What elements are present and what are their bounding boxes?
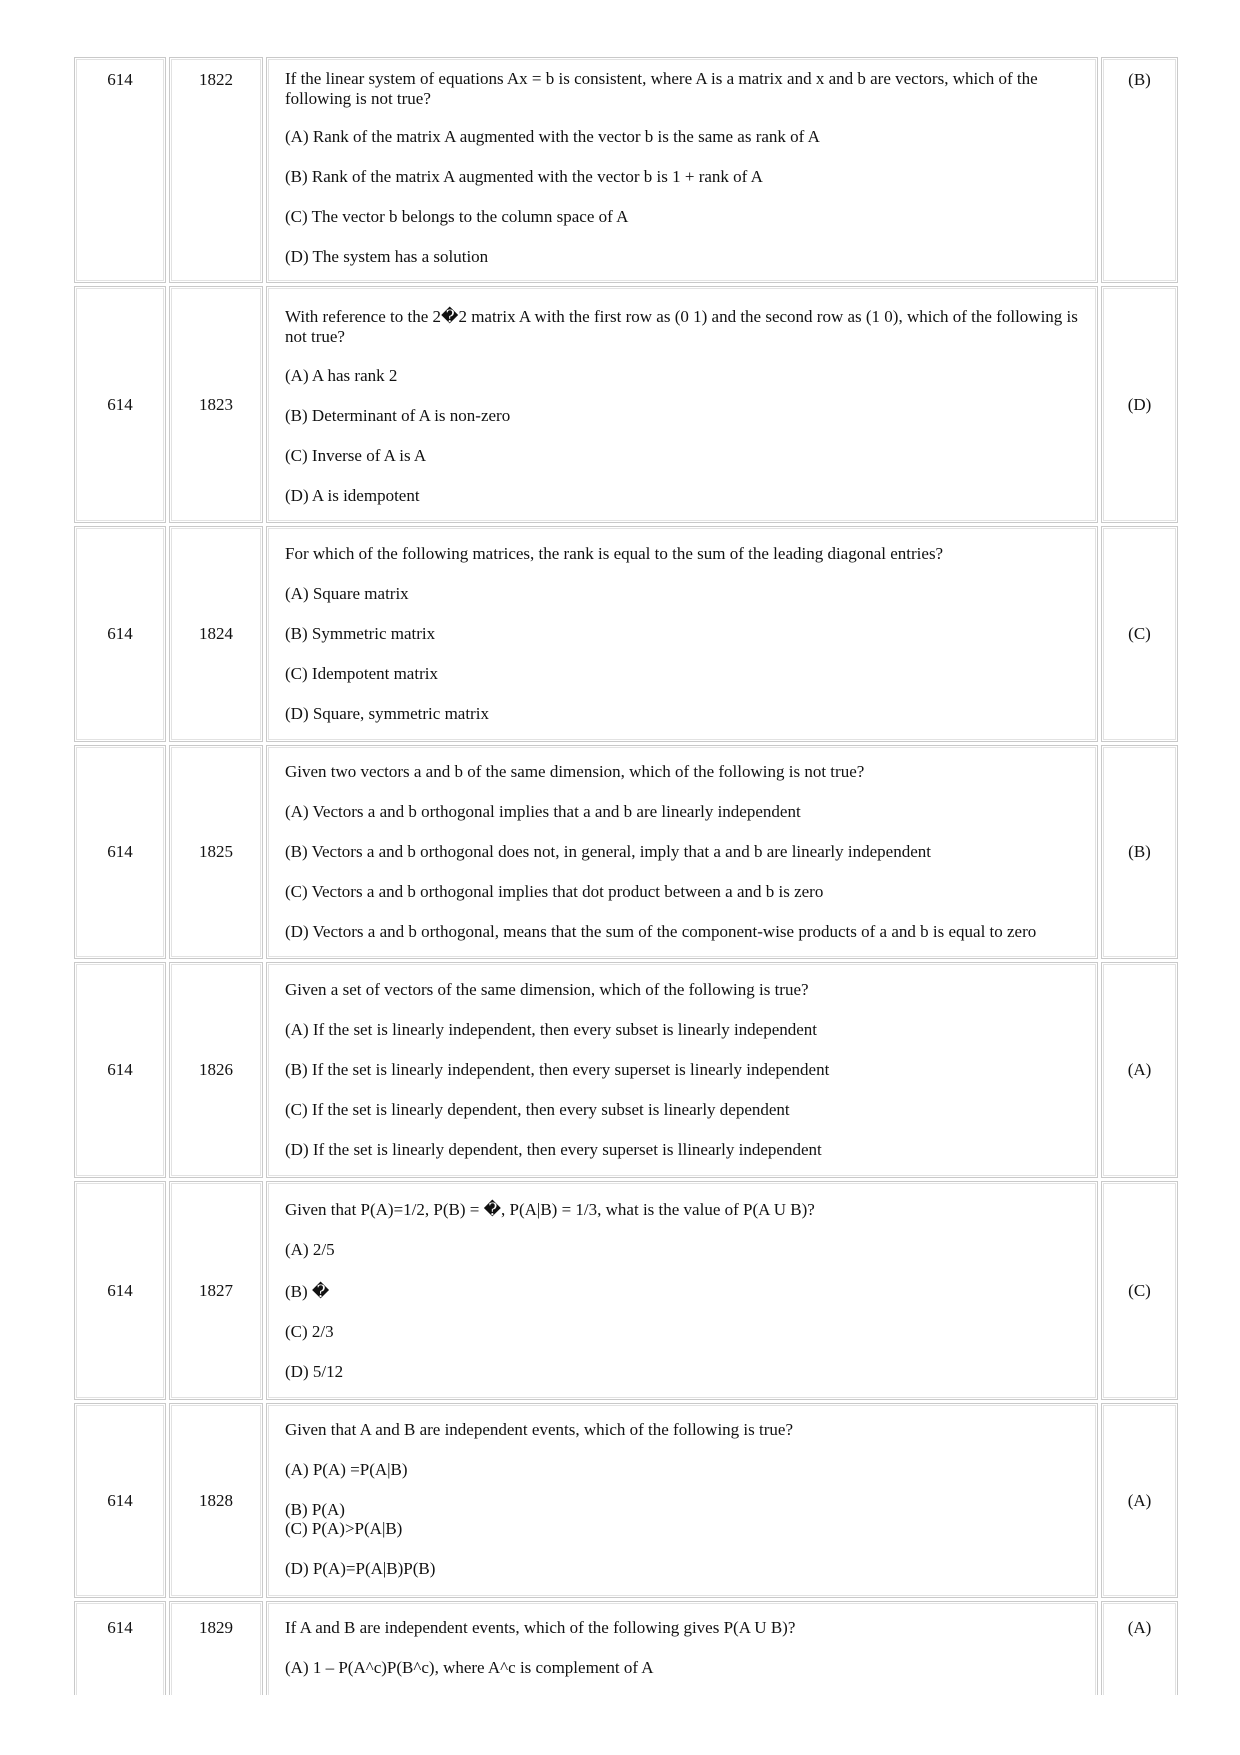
question-id-cell: 1825: [169, 745, 263, 959]
answer-cell: (D): [1101, 286, 1178, 523]
option-a: (A) Rank of the matrix A augmented with the vector b is the same as rank of A: [285, 127, 820, 146]
option-a: (A) Square matrix: [285, 584, 409, 603]
table-row: [74, 526, 1178, 742]
answer-cell: (B): [1101, 745, 1178, 959]
question-text: Given a set of vectors of the same dimension, which of the following is true?: [285, 980, 809, 999]
paper-code-cell: 614: [74, 1181, 166, 1400]
question-text: If the linear system of equations Ax = b is consistent, where A is a matrix and x and b are vectors, which of the following is not true?: [285, 69, 1038, 108]
question-id-cell: 1828: [169, 1403, 263, 1598]
question-id-cell: 1824: [169, 526, 263, 742]
option-a: (A) 1 – P(A^c)P(B^c), where A^c is complement of A: [285, 1658, 654, 1677]
paper-code-cell: 614: [74, 286, 166, 523]
option-b: (B) Symmetric matrix: [285, 624, 436, 643]
option-b: (B) Determinant of A is non-zero: [285, 406, 511, 425]
table-row: [74, 962, 1178, 1178]
option-c: (C) If the set is linearly dependent, then every subset is linearly dependent: [285, 1100, 790, 1119]
option-b: (B) Rank of the matrix A augmented with the vector b is 1 + rank of A: [285, 167, 763, 186]
answer-cell: (C): [1101, 1181, 1178, 1400]
table-row: [74, 286, 1178, 523]
question-text: Given that P(A)=1/2, P(B) = �, P(A|B) = 1/3, what is the value of P(A U B)?: [285, 1200, 815, 1219]
answer-cell: (C): [1101, 526, 1178, 742]
paper-code-cell: 614: [74, 1601, 166, 1755]
question-id-cell: 1823: [169, 286, 263, 523]
table-row: [74, 745, 1178, 959]
question-cell: [266, 1403, 1098, 1598]
paper-code-cell: 614: [74, 526, 166, 742]
answer-cell: (A): [1101, 962, 1178, 1178]
option-b: (B) P(A): [285, 1500, 345, 1519]
paper-code-cell: 614: [74, 1403, 166, 1598]
option-c: (C) The vector b belongs to the column space of A: [285, 207, 629, 226]
table-row: [74, 57, 1178, 283]
question-text: For which of the following matrices, the rank is equal to the sum of the leading diagonal entries?: [285, 544, 944, 563]
option-c: (C) P(A)>P(A|B): [285, 1519, 403, 1538]
question-id-cell: 1826: [169, 962, 263, 1178]
option-c: (C) Idempotent matrix: [285, 664, 438, 683]
option-d: (D) 5/12: [285, 1362, 344, 1381]
option-d: (D) Square, symmetric matrix: [285, 704, 489, 723]
question-cell: [266, 526, 1098, 742]
option-b: (B) If the set is linearly independent, then every superset is linearly independent: [285, 1060, 830, 1079]
option-d: (D) The system has a solution: [285, 247, 489, 266]
option-a: (A) A has rank 2: [285, 366, 398, 385]
option-d: (D) Vectors a and b orthogonal, means that the sum of the component-wise products of a and b is equal to zero: [285, 922, 1037, 941]
option-d: (D) P(A)=P(A|B)P(B): [285, 1559, 436, 1578]
question-text: If A and B are independent events, which of the following gives P(A U B)?: [285, 1618, 796, 1637]
answer-cell: (A): [1101, 1601, 1178, 1755]
option-a: (A) Vectors a and b orthogonal implies that a and b are linearly independent: [285, 802, 801, 821]
paper-code-cell: 614: [74, 57, 166, 283]
question-cell: [266, 1181, 1098, 1400]
question-text: With reference to the 2�2 matrix A with the first row as (0 1) and the second row as (1 0), which of the following is not true?: [285, 307, 1078, 346]
question-cell: [266, 962, 1098, 1178]
answer-cell: (B): [1101, 57, 1178, 283]
table-row: [74, 1181, 1178, 1400]
question-id-cell: 1829: [169, 1601, 263, 1755]
paper-code-cell: 614: [74, 962, 166, 1178]
question-text: Given two vectors a and b of the same dimension, which of the following is not true?: [285, 762, 865, 781]
option-a: (A) P(A) =P(A|B): [285, 1460, 408, 1479]
table-row: [74, 1403, 1178, 1598]
answer-cell: (A): [1101, 1403, 1178, 1598]
option-c: (C) Vectors a and b orthogonal implies that dot product between a and b is zero: [285, 882, 824, 901]
option-b: (B) Vectors a and b orthogonal does not, in general, imply that a and b are linearly independent: [285, 842, 931, 861]
option-a: (A) If the set is linearly independent, then every subset is linearly independent: [285, 1020, 818, 1039]
paper-code-cell: 614: [74, 745, 166, 959]
question-cell: [266, 745, 1098, 959]
page-bottom-margin: [0, 1695, 1240, 1755]
question-id-cell: 1827: [169, 1181, 263, 1400]
option-a: (A) 2/5: [285, 1240, 335, 1259]
question-cell: [266, 57, 1098, 283]
question-text: Given that A and B are independent events, which of the following is true?: [285, 1420, 793, 1439]
option-c: (C) Inverse of A is A: [285, 446, 427, 465]
question-cell: [266, 286, 1098, 523]
option-b: (B) �: [285, 1282, 330, 1301]
option-c: (C) 2/3: [285, 1322, 334, 1341]
question-id-cell: 1822: [169, 57, 263, 283]
option-d: (D) A is idempotent: [285, 486, 420, 505]
option-d: (D) If the set is linearly dependent, then every superset is llinearly independent: [285, 1140, 822, 1159]
